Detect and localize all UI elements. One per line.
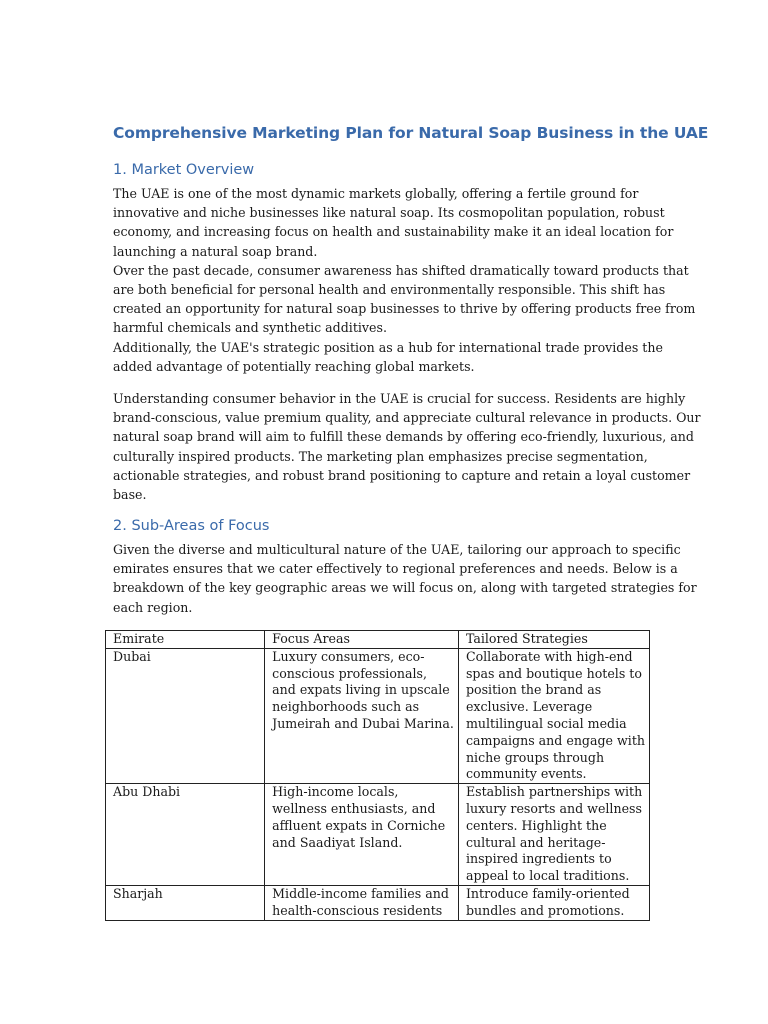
text-line: Collaborate with high-end (465, 648, 633, 664)
column-header: Emirate (106, 631, 265, 649)
table-row (106, 784, 650, 886)
emirate-cell: Sharjah (106, 885, 265, 920)
text-line: multilingual social media (465, 715, 627, 731)
text-line: campaigns and engage with (465, 732, 645, 748)
strategies-cell (458, 784, 649, 886)
focus-areas-cell (265, 885, 459, 920)
text-line: appeal to local traditions. (465, 868, 630, 884)
text-line: centers. Highlight the (465, 817, 607, 833)
text-line: harmful chemicals and synthetic additives. (113, 320, 387, 336)
text-line: launching a natural soap brand. (113, 243, 318, 259)
text-line: Middle-income families and (272, 885, 449, 901)
emirate-strategy-table (105, 630, 650, 921)
text-line: culturally inspired products. The marketing plan emphasizes precise segmentation, (113, 448, 648, 464)
section-heading-market-overview: 1. Market Overview (113, 162, 255, 178)
text-line: bundles and promotions. (465, 902, 625, 918)
text-line: wellness enthusiasts, and (272, 800, 436, 816)
text-line: Jumeirah and Dubai Marina. (272, 715, 454, 731)
text-line: position the brand as (465, 682, 602, 698)
table-row (106, 885, 650, 920)
text-line: conscious professionals, (272, 665, 428, 681)
text-line: luxury resorts and wellness (465, 800, 642, 816)
text-line: economy, and increasing focus on health and sustainability make it an ideal location for (113, 224, 674, 240)
paragraph (113, 184, 696, 376)
text-line: Establish partnerships with (465, 784, 643, 800)
text-line: each region. (113, 599, 193, 615)
text-line: The UAE is one of the most dynamic markets globally, offering a fertile ground for (113, 186, 639, 201)
emirate-cell: Abu Dhabi (106, 784, 265, 886)
text-line: Luxury consumers, eco- (272, 648, 425, 664)
text-line: spas and boutique hotels to (465, 665, 642, 681)
text-line: emirates ensures that we cater effectively to regional preferences and needs. Below is a (113, 561, 678, 577)
document-title: Comprehensive Marketing Plan for Natural Soap Business in the UAE (113, 124, 709, 142)
text-line: Over the past decade, consumer awareness has shifted dramatically toward products that (113, 262, 689, 278)
text-line: actionable strategies, and robust brand positioning to capture and retain a loyal customer (113, 467, 691, 483)
focus-areas-cell (265, 648, 459, 783)
strategies-cell (458, 885, 649, 920)
paragraph (113, 389, 701, 504)
text-line: inspired ingredients to (465, 851, 612, 867)
focus-areas-cell (265, 784, 459, 886)
text-line: created an opportunity for natural soap businesses to thrive by offering products free from (113, 301, 696, 317)
text-line: affluent expats in Corniche (272, 817, 446, 833)
text-line: cultural and heritage- (465, 834, 606, 850)
text-line: High-income locals, (272, 784, 399, 800)
text-line: Additionally, the UAE's strategic position as a hub for international trade provides the (113, 339, 663, 355)
column-header: Tailored Strategies (458, 631, 649, 649)
text-line: innovative and niche businesses like natural soap. Its cosmopolitan population, robust (113, 205, 665, 221)
text-line: and expats living in upscale (272, 682, 450, 698)
text-line: Given the diverse and multicultural nature of the UAE, tailoring our approach to specific (113, 542, 681, 557)
text-line: Understanding consumer behavior in the UAE is crucial for success. Residents are highly (113, 391, 686, 406)
text-line: added advantage of potentially reaching global markets. (113, 358, 475, 374)
text-line: breakdown of the key geographic areas we will focus on, along with targeted strategies for (113, 580, 697, 596)
text-line: neighborhoods such as (272, 699, 420, 715)
table-row (106, 648, 650, 783)
text-line: community events. (465, 766, 587, 782)
text-line: and Saadiyat Island. (272, 834, 403, 850)
column-header: Focus Areas (265, 631, 459, 649)
text-line: exclusive. Leverage (465, 699, 593, 715)
text-line: are both beneficial for personal health and environmentally responsible. This shift has (113, 282, 666, 298)
paragraph (113, 540, 697, 617)
text-line: niche groups through (465, 749, 605, 765)
emirate-cell: Dubai (106, 648, 265, 783)
section-heading-sub-areas: 2. Sub-Areas of Focus (113, 518, 270, 534)
text-line: Introduce family-oriented (465, 885, 630, 901)
text-line: natural soap brand will aim to fulfill these demands by offering eco-friendly, luxurious, and (113, 429, 694, 445)
text-line: base. (113, 487, 147, 503)
table-header-row (106, 631, 650, 649)
text-line: brand-conscious, value premium quality, and appreciate cultural relevance in products. Our (113, 410, 701, 426)
text-line: health-conscious residents (272, 902, 443, 918)
strategies-cell (458, 648, 649, 783)
